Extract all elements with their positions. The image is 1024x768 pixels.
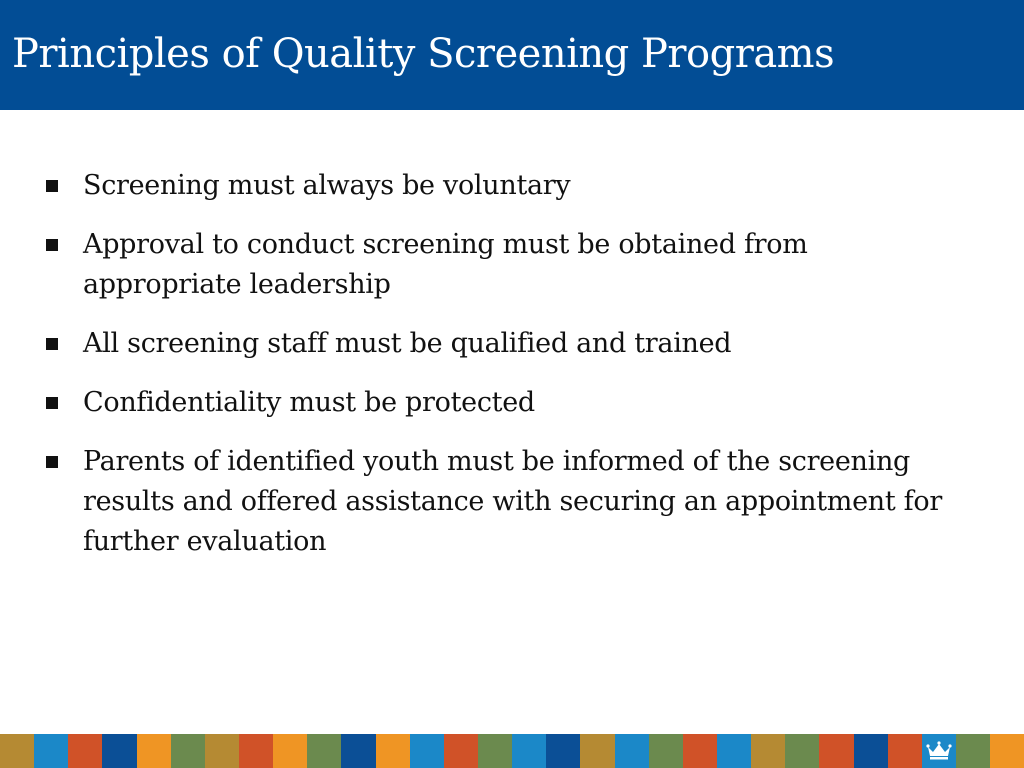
bullet-text: Approval to conduct screening must be obtained from appropriate leadership <box>83 229 808 300</box>
footer-stripe <box>410 734 444 768</box>
bullet-item <box>44 324 974 364</box>
square-bullet-icon <box>46 456 58 468</box>
slide-title: Principles of Quality Screening Programs <box>12 31 835 77</box>
bullet-text: Confidentiality must be protected <box>83 387 535 418</box>
bullet-item <box>44 225 974 305</box>
footer-stripe <box>68 734 102 768</box>
bullet-list <box>44 166 974 581</box>
footer-stripe <box>615 734 649 768</box>
footer-stripe <box>854 734 888 768</box>
crown-icon <box>926 741 952 761</box>
footer-stripe <box>171 734 205 768</box>
footer-stripe <box>785 734 819 768</box>
footer-stripe <box>341 734 375 768</box>
footer-stripe <box>205 734 239 768</box>
footer-stripe <box>956 734 990 768</box>
footer-stripe <box>102 734 136 768</box>
bullet-text: Screening must always be voluntary <box>83 170 571 201</box>
square-bullet-icon <box>46 338 58 350</box>
footer-stripe <box>0 734 34 768</box>
footer-stripe <box>888 734 922 768</box>
bullet-text: Parents of identified youth must be informed of the screening results and offered assistance with securing an appointment for further evaluation <box>83 446 942 557</box>
footer-stripe <box>478 734 512 768</box>
footer-stripe <box>239 734 273 768</box>
bullet-text: All screening staff must be qualified and trained <box>83 328 732 359</box>
footer-stripe <box>444 734 478 768</box>
square-bullet-icon <box>46 180 58 192</box>
logo-stripe <box>922 734 956 768</box>
footer-stripe <box>819 734 853 768</box>
footer-stripe <box>580 734 614 768</box>
bullet-item <box>44 442 974 562</box>
footer-stripe <box>751 734 785 768</box>
footer-stripe <box>34 734 68 768</box>
footer-stripe <box>307 734 341 768</box>
bullet-item <box>44 383 974 423</box>
footer-stripe <box>717 734 751 768</box>
square-bullet-icon <box>46 397 58 409</box>
footer-stripe <box>137 734 171 768</box>
footer-stripe <box>649 734 683 768</box>
title-bar <box>0 0 1024 110</box>
footer-stripe <box>376 734 410 768</box>
square-bullet-icon <box>46 239 58 251</box>
footer-stripe <box>512 734 546 768</box>
footer-stripe <box>683 734 717 768</box>
footer-stripe <box>546 734 580 768</box>
footer-stripe <box>990 734 1024 768</box>
footer-color-stripes <box>0 734 1024 768</box>
footer-stripe <box>273 734 307 768</box>
bullet-item <box>44 166 974 206</box>
